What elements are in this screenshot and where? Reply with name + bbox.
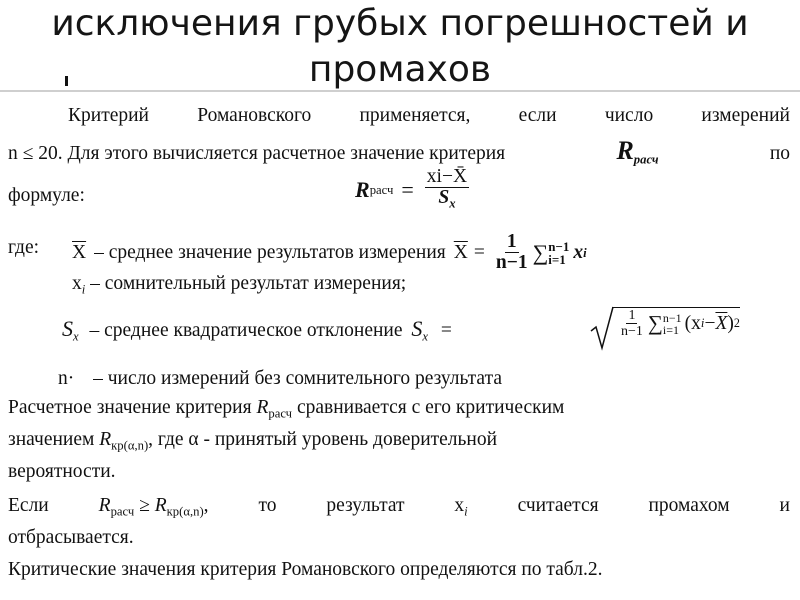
- para1-line2-text: 20. Для этого вычисляется расчетное значение критерия: [38, 143, 506, 164]
- para3-line1: Если $R_{расч} \ge R_{кр(\alpha,n)}$, то результат $x_i$ считается промахом и: [8, 495, 790, 519]
- sx-fraction: $\frac{1}{n-1}$: [621, 308, 643, 339]
- mean-fraction: $\frac{1}{n-1}$: [495, 231, 528, 273]
- word: Критерий: [68, 105, 149, 126]
- word: число: [604, 105, 654, 126]
- word: применяется,: [359, 105, 471, 126]
- sqrt-body: $\frac{1}{n-1}$ ∑ n−1 i=1 (x i − $\overline{X}$ ) 2: [612, 307, 740, 339]
- para1-line1: [68, 104, 790, 128]
- mean-symbol: $\overline{X}$: [72, 241, 87, 263]
- sqrt-sign: [590, 305, 614, 351]
- def-mean-text: – среднее значение результатов измерения: [94, 241, 446, 263]
- slide-title-line-1: исключения грубых погрешностей и: [51, 3, 749, 44]
- para1-line2-suffix: по: [769, 143, 790, 164]
- word: если: [518, 105, 557, 126]
- sqrt-expression: [590, 305, 790, 347]
- n-symbol: n: [8, 143, 18, 164]
- para3-line2: отбрасывается.: [8, 527, 134, 548]
- word: Романовского: [197, 105, 312, 126]
- formula-r-calc: R расч = $\frac{xi-X̄}{S_x}$: [355, 167, 472, 213]
- slide-title-line-2: промахов: [308, 49, 492, 90]
- word: измерений: [701, 105, 790, 126]
- formula-r-fraction: $\frac{xi-X̄}{S_x}$: [426, 166, 468, 211]
- para2-line2: значением $R_{кр(\alpha,n)}$, где α - принятый уровень доверительной: [8, 429, 498, 453]
- r-calc-symbol: $R_{расч}$: [616, 136, 659, 167]
- def-xi: $x_i$ – сомнительный результат измерения;: [72, 273, 407, 297]
- para1-line2-left: [8, 142, 505, 166]
- title-separator: [0, 90, 800, 92]
- bullet-mark: [65, 76, 68, 86]
- para2-line1: Расчетное значение критерия $R_{расч}$ сравнивается с его критическим: [8, 397, 565, 421]
- def-n: n· – число измерений без сомнительного результата: [58, 368, 502, 389]
- le-symbol: ≤: [22, 143, 34, 164]
- para2-line3: вероятности.: [8, 461, 116, 482]
- def-sx: $S_x$ – среднее квадратическое отклонение $S_x$ =: [62, 316, 452, 344]
- def-mean: $\overline{X}$ – среднее значение результатов измерения $\overline{X}$ = $\frac{1}{n-1}$ ∑ n−1 i=1 x i: [72, 231, 587, 273]
- para1-line3: формуле:: [8, 185, 85, 206]
- para4-line1: Критические значения критерия Романовского определяются по табл.2.: [8, 559, 603, 580]
- def-mean-label: где:: [8, 237, 40, 258]
